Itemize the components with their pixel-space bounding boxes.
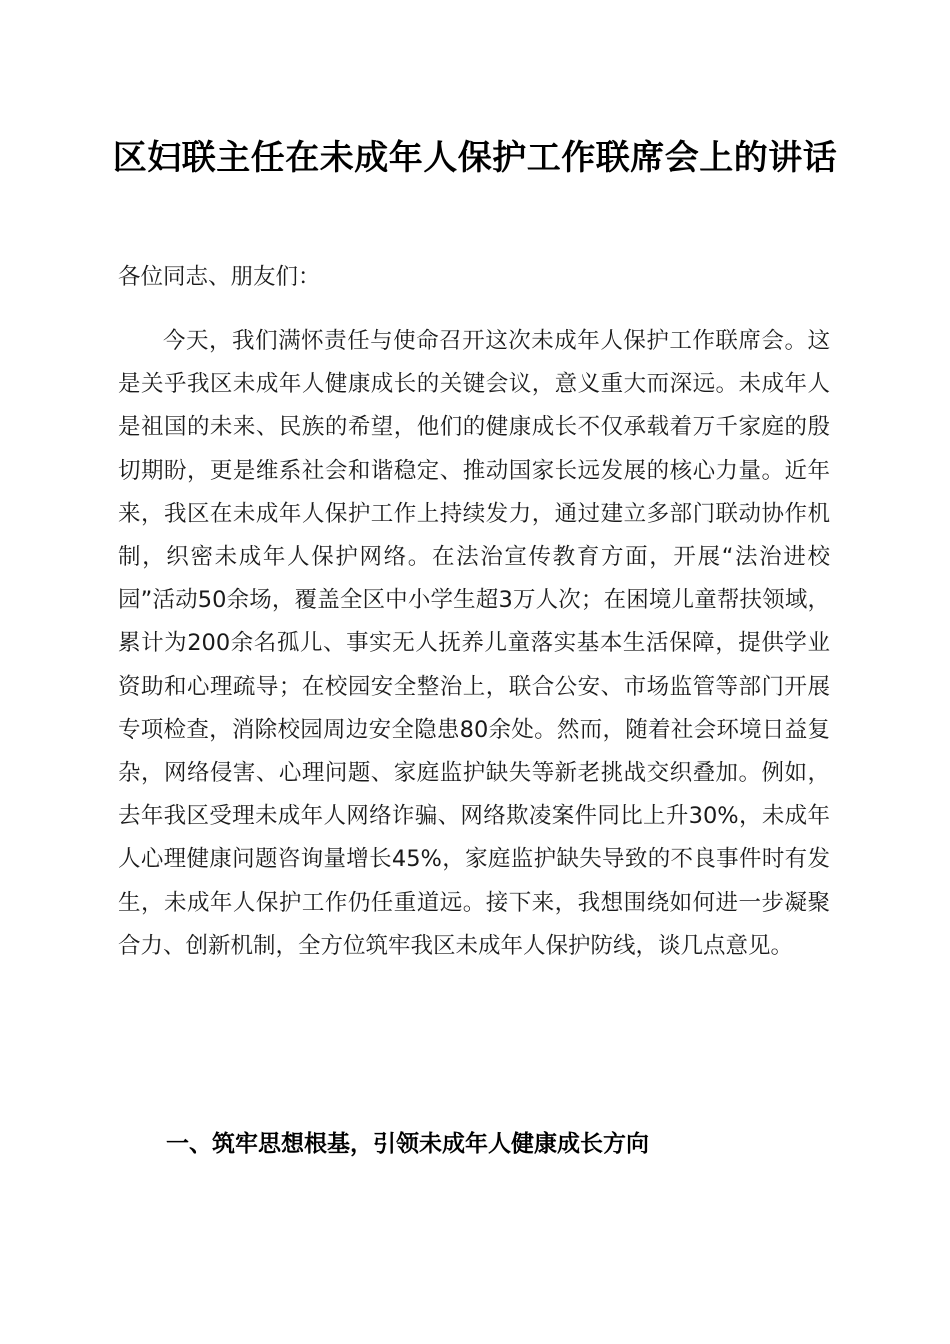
salutation: 各位同志、朋友们：: [118, 264, 321, 290]
document-title: 区妇联主任在未成年人保护工作联席会上的讲话: [112, 138, 838, 178]
paragraph-intro: 今天，我们满怀责任与使命召开这次未成年人保护工作联席会。这是关乎我区未成年人健康成长的关键会议，意义重大而深远。未成年人是祖国的未来、民族的希望，他们的健康成长不仅承载着万千家庭的殷切期盼，更是维系社会和谐稳定、推动国家长远发展的核心力量。近年来，我区在未成年人保护工作上持续发力，通过建立多部门联动协作机制，织密未成年人保护网络。在法治宣传教育方面，开展“法治进校园”活动50余场，覆盖全区中小学生超3万人次；在困境儿童帮扶领域，累计为200余名孤儿、事实无人抚养儿童落实基本生活保障，提供学业资助和心理疏导；在校园安全整治上，联合公安、市场监管等部门开展专项检查，消除校园周边安全隐患80余处。然而，随着社会环境日益复杂，网络侵害、心理问题、家庭监护缺失等新老挑战交织叠加。例如，去年我区受理未成年人网络诈骗、网络欺凌案件同比上升30%，未成年人心理健康问题咨询量增长45%，家庭监护缺失导致的不良事件时有发生，未成年人保护工作仍任重道远。接下来，我想围绕如何进一步凝聚合力、创新机制，全方位筑牢我区未成年人保护防线，谈几点意见。: [118, 328, 830, 959]
section-heading-1: 一、筑牢思想根基，引领未成年人健康成长方向: [166, 1131, 649, 1157]
